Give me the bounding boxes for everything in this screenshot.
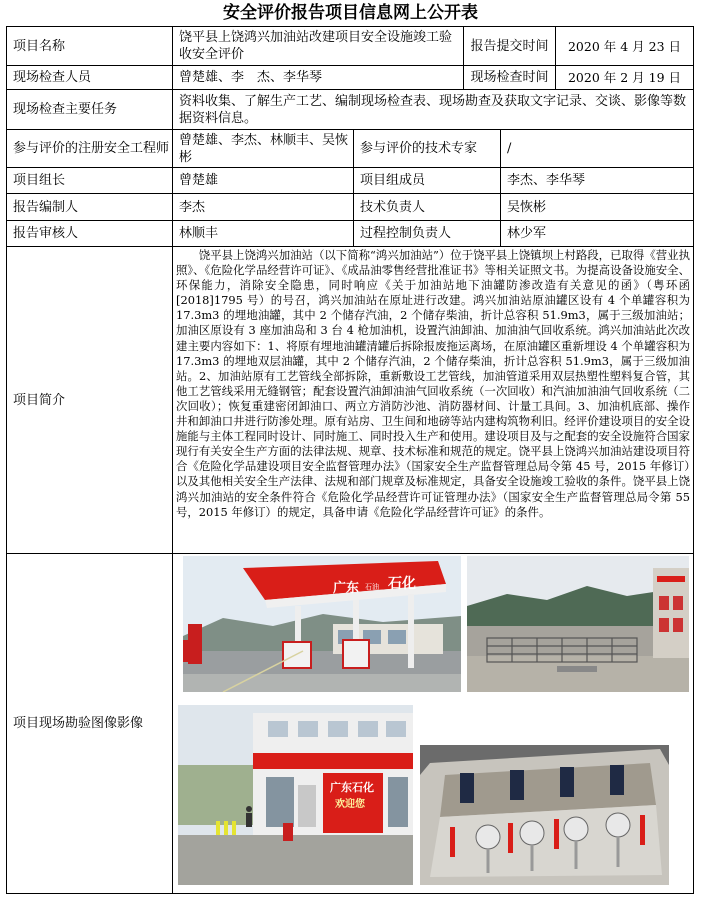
tech-lead-label: 技术负责人 xyxy=(360,199,426,215)
site-inspectors-label: 现场检查人员 xyxy=(13,70,92,85)
intro-text: 饶平县上饶鸿兴加油站（以下简称“鸿兴加油站”）位于饶平县上饶镇坝上村路段，已取得《营业执照》、《危险化学品经营许可证》、《成品油零售经营批准证书》等相关证照文书。为提高设备设施安全、环保能力，消除安全隐患，同时响应《关于加油站地下油罐防渗改造有关意见的函》（粤环函[2018]1795 号）的号召，鸿兴加油站在原址进行改建。鸿兴加油站原油罐区设有 4 个单罐容积为 17.3m3 的埋地油罐，其中 2 个储存汽油，2 个储存柴油，折计总容积 51.9m3，属于三级加油站；加油区原设有 3 座加油岛和 3 台 4 枪加油机，设置汽油卸油、加油油气回收系统。鸿兴加油站此次改建主要内容如下：1、将原有埋地油罐清罐后拆除报废拖运离场，在原油罐区重新埋设 4 个单罐容积为 17.3m3 的埋地双层油罐，其中 2 个储存汽油，2 个储存柴油，折计总容积 51.9m3，属于三级加油站。2、加油站原有工艺管线全部拆除，重新敷设工艺管线，加油管道采用双层热塑性塑料复合管，其他工艺管线采用无缝钢管；配套设置汽油卸油油气回收系统（一次回收）和汽油加油油气回收系统（二次回收）；恢复重建密闭卸油口、两立方消防沙池、消防器材间、计量工具间。3、加油机底部、操作井和卸油口井进行防渗处理。原有站房、卫生间和地磅等站内建构筑物利旧。经评价建设项目的安全设施能与主体工程同时设计、同时施工、同时投入生产和使用。建设项目及与之配套的安全设施符合国家现行有关安全生产方面的法律法规、规章、技术标准和规范的规定。饶平县上饶鸿兴加油站建设项目符合《危险化学品建设项目安全监督管理办法》（国家安全生产监督管理总局令第 45 号，2015 年修订）以及其他相关安全生产法律、法规和部门规章及标准规定，具备安全设施竣工验收的条件。饶平县上饶鸿兴加油站的安全条件符合《危险化学品经营许可证管理办法》（国家安全生产监督管理总局令第 55 号，2015 年修订）的规定，具备申请《危险化学品经营许可证》的条件。 xyxy=(176,248,690,519)
canopy-sign-end: 石化 xyxy=(388,576,416,592)
process-controller-value: 林少军 xyxy=(507,226,547,241)
intro-label: 项目简介 xyxy=(13,392,66,408)
team-members-label: 项目组成员 xyxy=(360,173,426,188)
submit-date-label: 报告提交时间 xyxy=(470,38,549,54)
photo-station-building xyxy=(178,705,413,885)
team-leader-value: 曾楚雄 xyxy=(179,173,219,188)
process-controller-label: 过程控制负责人 xyxy=(360,226,452,241)
project-name-label: 项目名称 xyxy=(13,38,66,54)
site-inspection-date-value: 2020 年 2 月 19 日 xyxy=(567,70,682,85)
photo-tank-area xyxy=(467,556,689,692)
station-sign: 广东石化 xyxy=(330,781,374,794)
site-images-label: 项目现场勘验图像影像 xyxy=(13,716,144,731)
submit-date-value: 2020 年 4 月 23 日 xyxy=(567,38,682,54)
canopy-sign: 广东 xyxy=(333,581,360,596)
tech-lead-value: 吴恢彬 xyxy=(507,199,547,215)
site-inspection-date-label: 现场检查时间 xyxy=(470,70,549,85)
page-title: 安全评价报告项目信息网上公开表 xyxy=(223,3,478,23)
registered-engineers-value: 曾楚雄、李杰、林顺丰、吴恢彬 xyxy=(179,132,349,165)
main-tasks-label: 现场检查主要任务 xyxy=(13,102,118,117)
station-sign-sub: 欢迎您 xyxy=(335,799,365,810)
team-members-value: 李杰、李华琴 xyxy=(507,173,586,188)
main-tasks-value: 资料收集、了解生产工艺、编制现场检查表、现场勘查及获取文字记录、交谈、影像等数据资料信息。 xyxy=(179,93,687,126)
team-leader-label: 项目组长 xyxy=(13,173,66,188)
report-author-label: 报告编制人 xyxy=(13,199,79,215)
report-author-value: 李杰 xyxy=(179,199,206,215)
site-inspectors-value: 曾楚雄、李 杰、李华琴 xyxy=(179,70,323,85)
photo-pump-pit xyxy=(420,745,669,885)
tech-experts-value: / xyxy=(507,141,512,156)
tech-experts-label: 参与评价的技术专家 xyxy=(360,141,478,156)
report-reviewer-label: 报告审核人 xyxy=(13,226,79,241)
canopy-sign-small: 石油 xyxy=(365,583,379,591)
report-reviewer-value: 林顺丰 xyxy=(179,226,219,241)
project-name-value: 饶平县上饶鸿兴加油站改建项目安全设施竣工验收安全评价 xyxy=(179,30,453,62)
registered-engineers-label: 参与评价的注册安全工程师 xyxy=(13,141,170,156)
photo-canopy xyxy=(183,556,461,692)
